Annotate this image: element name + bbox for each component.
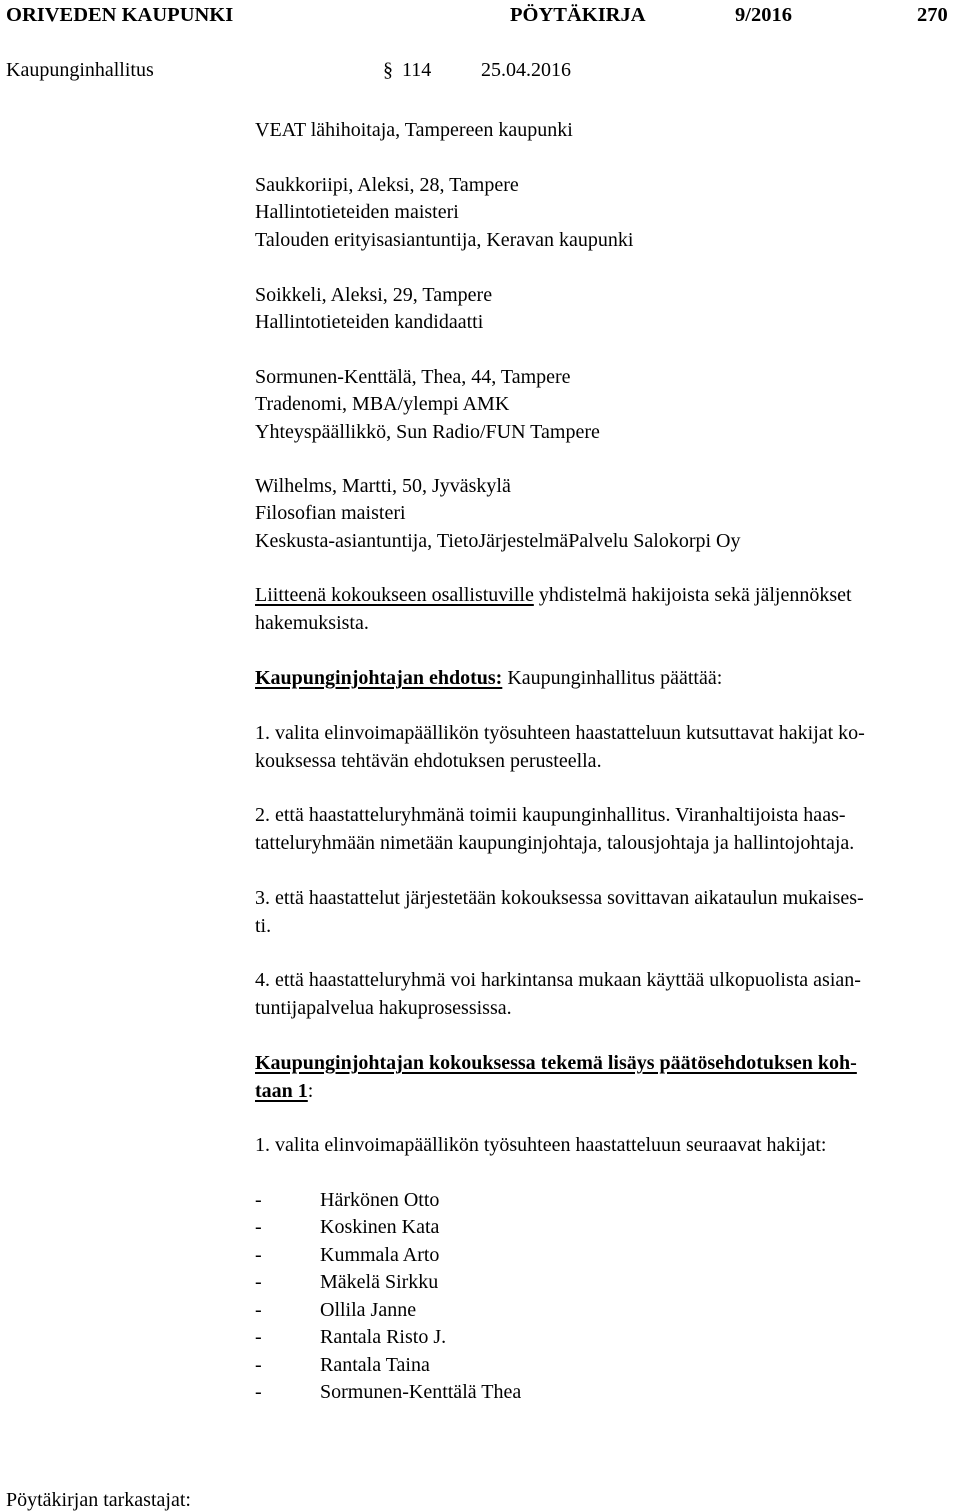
proposal-item-line: 4. että haastatteluryhmä voi harkintansa mukaan käyttää ulkopuolista asian- (255, 969, 861, 991)
proposal-item-line: 3. että haastattelut järjestetään kokouksessa sovittavan aikataulun mukaises- (255, 887, 864, 909)
list-bullet: - (255, 1244, 262, 1266)
list-item: Kummala Arto (320, 1244, 440, 1266)
attachment-text: yhdistelmä hakijoista sekä jäljennökset (533, 584, 852, 606)
intro-line: VEAT lähihoitaja, Tampereen kaupunki (255, 119, 573, 141)
section-number: 114 (402, 59, 432, 81)
proposal-item-line: tatteluryhmään nimetään kaupunginjohtaja, talousjohtaja ja hallintojohtaja. (255, 832, 855, 854)
list-bullet: - (255, 1299, 262, 1321)
list-item: Sormunen-Kenttälä Thea (320, 1381, 522, 1403)
applicant-line: Hallintotieteiden kandidaatti (255, 311, 484, 333)
applicant-line: Soikkeli, Aleksi, 29, Tampere (255, 284, 493, 306)
proposal-heading-line (255, 668, 722, 688)
applicant-line: Saukkoriipi, Aleksi, 28, Tampere (255, 174, 519, 196)
addition-item: 1. valita elinvoimapäällikön työsuhteen haastatteluun seuraavat hakijat: (255, 1134, 827, 1156)
list-bullet: - (255, 1189, 262, 1211)
applicant-line: Yhteyspäällikkö, Sun Radio/FUN Tampere (255, 421, 600, 443)
proposal-heading: Kaupunginjohtajan ehdotus: (255, 667, 503, 689)
header-org: ORIVEDEN KAUPUNKI (6, 4, 234, 26)
list-bullet: - (255, 1326, 262, 1348)
list-item: Härkönen Otto (320, 1189, 440, 1211)
list-bullet: - (255, 1381, 262, 1403)
addition-heading-line1: Kaupunginjohtajan kokouksessa tekemä lisäys päätösehdotuksen koh- (255, 1052, 857, 1074)
proposal-item-line: tuntijapalvelua hakuprosessissa. (255, 997, 512, 1019)
proposal-heading-rest: Kaupunginhallitus päättää: (502, 667, 723, 689)
list-bullet: - (255, 1271, 262, 1293)
list-item: Koskinen Kata (320, 1216, 440, 1238)
proposal-item-line: kouksessa tehtävän ehdotuksen perusteella. (255, 750, 602, 772)
header-issue: 9/2016 (735, 4, 792, 26)
section-sign: § (383, 59, 393, 81)
list-item: Mäkelä Sirkku (320, 1271, 439, 1293)
proposal-item-line: ti. (255, 915, 272, 937)
addition-heading-colon: : (307, 1080, 314, 1102)
list-item: Rantala Risto J. (320, 1326, 447, 1348)
list-item: Ollila Janne (320, 1299, 417, 1321)
list-bullet: - (255, 1354, 262, 1376)
list-bullet: - (255, 1216, 262, 1238)
applicant-line: Hallintotieteiden maisteri (255, 201, 459, 223)
header-body-name: Kaupunginhallitus (6, 59, 154, 81)
applicant-line: Tradenomi, MBA/ylempi AMK (255, 393, 510, 415)
proposal-item-line: 2. että haastatteluryhmänä toimii kaupunginhallitus. Viranhaltijoista haas- (255, 804, 846, 826)
applicant-line: Wilhelms, Martti, 50, Jyväskylä (255, 475, 511, 497)
attachment-underlined: Liitteenä kokoukseen osallistuville (255, 584, 534, 606)
attachment-text-line2: hakemuksista. (255, 612, 369, 634)
list-item: Rantala Taina (320, 1354, 430, 1376)
addition-heading-line2: taan 1 (255, 1080, 308, 1102)
applicant-line: Keskusta-asiantuntija, TietoJärjestelmäPalvelu Salokorpi Oy (255, 530, 741, 552)
applicant-line: Sormunen-Kenttälä, Thea, 44, Tampere (255, 366, 571, 388)
header-date: 25.04.2016 (481, 59, 571, 81)
header-doc-type: PÖYTÄKIRJA (510, 4, 646, 26)
footer-reviewers-label: Pöytäkirjan tarkastajat: (6, 1489, 191, 1511)
applicant-line: Talouden erityisasiantuntija, Keravan kaupunki (255, 229, 634, 251)
proposal-item-line: 1. valita elinvoimapäällikön työsuhteen haastatteluun kutsuttavat hakijat ko- (255, 722, 865, 744)
header-page-number: 270 (917, 4, 948, 26)
applicant-line: Filosofian maisteri (255, 502, 406, 524)
